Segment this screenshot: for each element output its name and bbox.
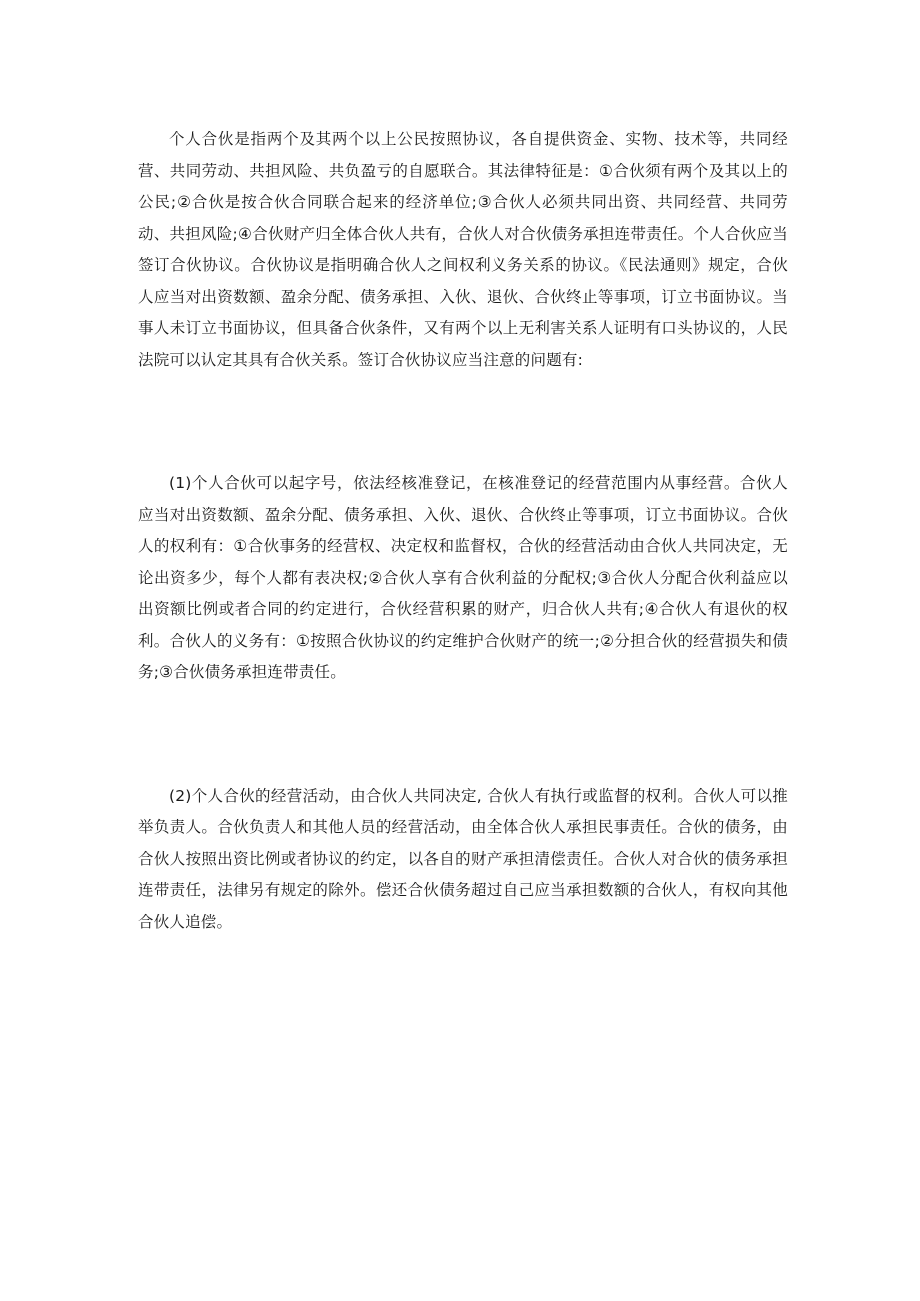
- paragraph-point-1: (1)个人合伙可以起字号，依法经核准登记，在核准登记的经营范围内从事经营。合伙人应当对出资数额、盈余分配、债务承担、入伙、退伙、合伙终止等事项，订立书面协议。合伙人的权利有：①合伙事务的经营权、决定权和监督权，合伙的经营活动由合伙人共同决定，无论出资多少，每个人都有表决权;②合伙人享有合伙利益的分配权;③合伙人分配合伙利益应以出资额比例或者合同的约定进行，合伙经营积累的财产，归合伙人共有;④合伙人有退伙的权利。合伙人的义务有：①按照合伙协议的约定维护合伙财产的统一;②分担合伙的经营损失和债务;③合伙债务承担连带责任。: [138, 474, 788, 681]
- paragraph-spacer: [138, 689, 788, 781]
- paragraph-point-2: (2)个人合伙的经营活动，由合伙人共同决定, 合伙人有执行或监督的权利。合伙人可以推举负责人。合伙负责人和其他人员的经营活动，由全体合伙人承担民事责任。合伙的债务，由合伙人按照出资比例或者协议的约定，以各自的财产承担清偿责任。合伙人对合伙的债务承担连带责任，法律另有规定的除外。偿还合伙债务超过自己应当承担数额的合伙人，有权向其他合伙人追偿。: [138, 786, 788, 931]
- document-body: [138, 124, 788, 938]
- paragraph-spacer: [138, 376, 788, 468]
- paragraph-intro: 个人合伙是指两个及其两个以上公民按照协议，各自提供资金、实物、技术等，共同经营、共同劳动、共担风险、共负盈亏的自愿联合。其法律特征是：①合伙须有两个及其以上的公民;②合伙是按合伙合同联合起来的经济单位;③合伙人必须共同出资、共同经营、共同劳动、共担风险;④合伙财产归全体合伙人共有，合伙人对合伙债务承担连带责任。个人合伙应当签订合伙协议。合伙协议是指明确合伙人之间权利义务关系的协议。《民法通则》规定，合伙人应当对出资数额、盈余分配、债务承担、入伙、退伙、合伙终止等事项，订立书面协议。当事人未订立书面协议，但具备合伙条件，又有两个以上无利害关系人证明有口头协议的，人民法院可以认定其具有合伙关系。签订合伙协议应当注意的问题有:: [138, 130, 788, 369]
